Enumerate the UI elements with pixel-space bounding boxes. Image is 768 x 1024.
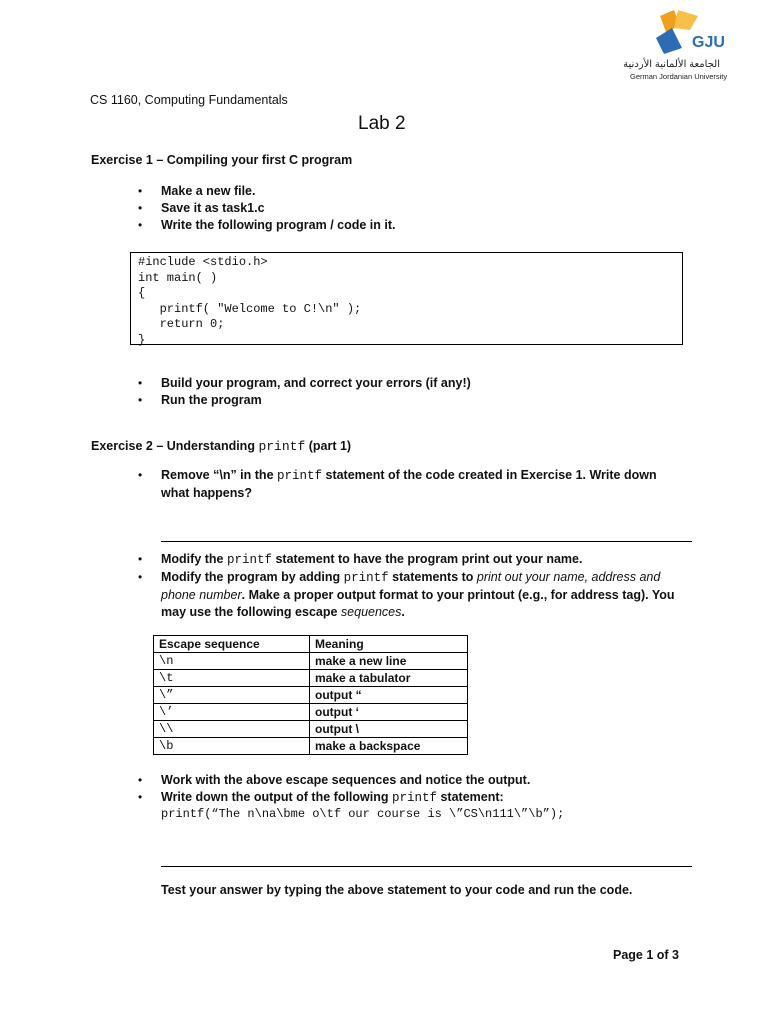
logo-english: German Jordanian University bbox=[630, 72, 728, 81]
bullet-icon: • bbox=[138, 552, 143, 566]
table-row bbox=[154, 687, 468, 704]
code-box bbox=[130, 252, 683, 345]
list-item: Modify the program by adding printf statements to print out your name, address and phone number. Make a proper output format to your printout (e.g., for address tag). You may use the following escape sequences. bbox=[161, 570, 675, 619]
bullet-icon: • bbox=[138, 184, 143, 198]
table-header-row bbox=[154, 636, 468, 653]
bullet-icon: • bbox=[138, 570, 143, 584]
page-title: Lab 2 bbox=[358, 113, 406, 134]
table-cell: \’ bbox=[154, 704, 310, 721]
table-cell: \” bbox=[154, 687, 310, 704]
list-item: Remove “\n” in the printf statement of the code created in Exercise 1. Write down what happens? bbox=[161, 468, 657, 500]
test-instruction: Test your answer by typing the above statement to your code and run the code. bbox=[161, 883, 633, 897]
list-item: Build your program, and correct your errors (if any!) bbox=[161, 376, 471, 390]
list-item: Run the program bbox=[161, 393, 262, 407]
answer-line[interactable] bbox=[161, 866, 692, 867]
printf-statement: printf(“The n\na\bme o\tf our course is \”CS\n111\”\b”); bbox=[161, 807, 565, 821]
table-row bbox=[154, 653, 468, 670]
bullet-icon: • bbox=[138, 773, 143, 787]
table-row bbox=[154, 738, 468, 755]
table-cell: \b bbox=[154, 738, 310, 755]
list-item: Save it as task1.c bbox=[161, 201, 265, 215]
page-number: Page 1 of 3 bbox=[613, 948, 679, 962]
list-item: Write the following program / code in it. bbox=[161, 218, 396, 232]
table-cell: \\ bbox=[154, 721, 310, 738]
bullet-icon: • bbox=[138, 468, 143, 482]
bullet-icon: • bbox=[138, 218, 143, 232]
list-item: Make a new file. bbox=[161, 184, 256, 198]
course-name: CS 1160, Computing Fundamentals bbox=[90, 93, 288, 107]
list-item: Write down the output of the following printf statement: bbox=[161, 790, 504, 805]
table-header: Escape sequence bbox=[154, 636, 310, 653]
code-block: #include <stdio.h> int main( ) { printf( "Welcome to C!\n" ); return 0; } bbox=[138, 255, 362, 347]
table-cell: make a tabulator bbox=[310, 670, 468, 687]
table-row bbox=[154, 721, 468, 738]
list-item: Work with the above escape sequences and notice the output. bbox=[161, 773, 531, 787]
logo-arabic: الجامعة الألمانية الأردنية bbox=[623, 59, 720, 70]
bullet-icon: • bbox=[138, 201, 143, 215]
bullet-icon: • bbox=[138, 790, 143, 804]
table-cell: \n bbox=[154, 653, 310, 670]
bullet-icon: • bbox=[138, 376, 143, 390]
table-cell: output “ bbox=[310, 687, 468, 704]
logo-abbrev: GJU bbox=[692, 34, 725, 51]
table-header: Meaning bbox=[310, 636, 468, 653]
table-cell: make a backspace bbox=[310, 738, 468, 755]
list-item: Modify the printf statement to have the program print out your name. bbox=[161, 552, 583, 567]
table-row bbox=[154, 670, 468, 687]
table-row bbox=[154, 704, 468, 721]
answer-line[interactable] bbox=[161, 541, 692, 542]
table-cell: \t bbox=[154, 670, 310, 687]
table-cell: output ‘ bbox=[310, 704, 468, 721]
table-cell: make a new line bbox=[310, 653, 468, 670]
escape-sequence-table bbox=[153, 635, 468, 755]
exercise-1-heading: Exercise 1 – Compiling your first C program bbox=[91, 153, 353, 167]
table-cell: output \ bbox=[310, 721, 468, 738]
exercise-2-heading: Exercise 2 – Understanding printf (part 1) bbox=[91, 439, 352, 454]
bullet-icon: • bbox=[138, 393, 143, 407]
